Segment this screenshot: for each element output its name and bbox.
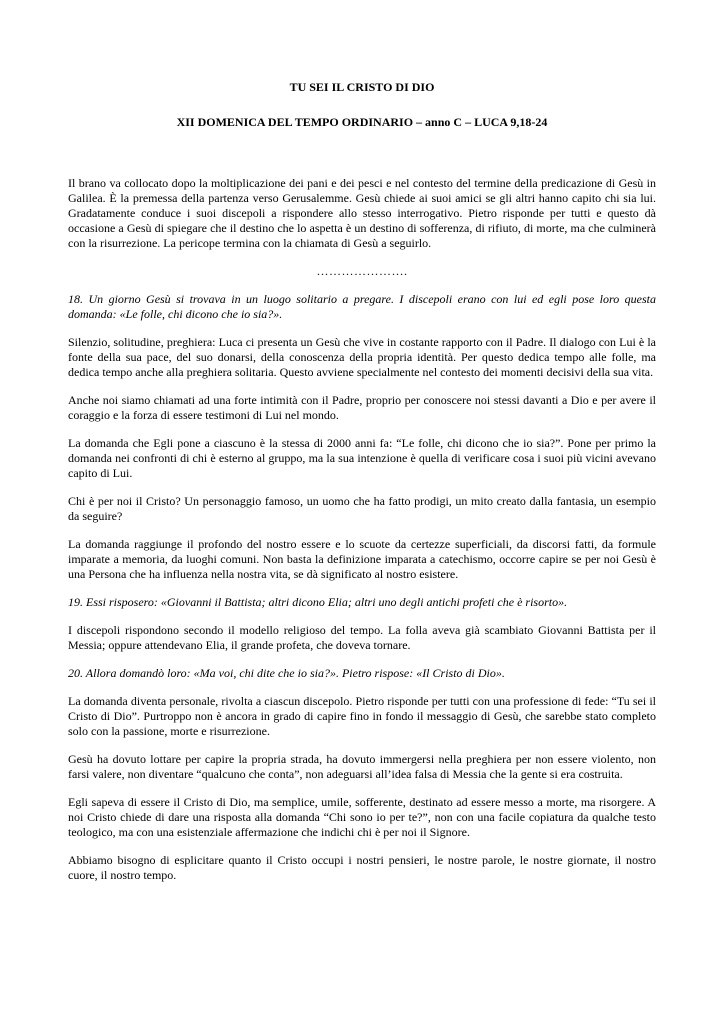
verse-20: 20. Allora domandò loro: «Ma voi, chi dite che io sia?». Pietro rispose: «Il Cristo di Dio». [68,666,505,680]
paragraph: Abbiamo bisogno di esplicitare quanto il Cristo occupi i nostri pensieri, le nostre parole, le nostre giornate, il nostro cuore, il nostro tempo. [68,853,656,882]
paragraph: Anche noi siamo chiamati ad una forte intimità con il Padre, proprio per conoscere noi stessi davanti a Dio e per avere il coraggio e la forza di essere testimoni di Lui nel mondo. [68,393,656,422]
verse-18: 18. Un giorno Gesù si trovava in un luogo solitario a pregare. I discepoli erano con lui ed egli pose loro questa domanda: «Le folle, chi dicono che io sia?». [68,292,656,321]
separator: …………………. [316,264,408,278]
paragraph: La domanda raggiunge il profondo del nostro essere e lo scuote da certezze superficiali, da discorsi fatti, da formule imparate a memoria, da luoghi comuni. Non basta la definizione imparata a catechismo, occorre capire se per noi Gesù è una Persona che ha influenza nella nostra vita, se dà significato al nostro esistere. [68,537,656,581]
paragraph: I discepoli rispondono secondo il modello religioso del tempo. La folla aveva già scambiato Giovanni Battista per il Messia; oppure attendevano Elia, il grande profeta, che doveva tornare. [68,623,656,652]
document-subtitle: XII DOMENICA DEL TEMPO ORDINARIO – anno C – LUCA 9,18-24 [176,115,548,129]
paragraph: Silenzio, solitudine, preghiera: Luca ci presenta un Gesù che vive in costante rapporto con il Padre. Il dialogo con Lui è la fonte della sua pace, del suo donarsi, della conoscenza della propria identità. Per questo dedica tempo alle folle, ma dedica tempo anche alla preghiera solitaria. Questo avviene specialmente nel contesto dei momenti decisivi della sua vita. [68,335,656,379]
paragraph-intro: Il brano va collocato dopo la moltiplicazione dei pani e dei pesci e nel contesto del termine della predicazione di Gesù in Galilea. È la premessa della partenza verso Gerusalemme. Gesù chiede ai suoi amici se gli altri hanno capito chi sia lui. Gradatamente conduce i suoi discepoli a rispondere allo stesso interrogativo. Pietro risponde per tutti e questo dà occasione a Gesù di spiegare che il destino che lo aspetta è un destino di sofferenza, di rifiuto, di morte, ma che culminerà con la risurrezione. La pericope termina con la chiamata di Gesù a seguirlo. [68,176,656,250]
verse-19: 19. Essi risposero: «Giovanni il Battista; altri dicono Elia; altri uno degli antichi profeti che è risorto». [68,595,568,609]
paragraph: Gesù ha dovuto lottare per capire la propria strada, ha dovuto immergersi nella preghiera per non essere violento, non farsi valere, non diventare “qualcuno che conta”, non adeguarsi all’idea falsa di Messia che la gente si era costruita. [68,752,656,781]
paragraph: Egli sapeva di essere il Cristo di Dio, ma semplice, umile, sofferente, destinato ad essere messo a morte, ma risorgere. A noi Cristo chiede di dare una risposta alla domanda “Chi sono io per te?”, non con una facile copiatura da qualche testo teologico, ma con una esistenziale affermazione che indichi chi è per noi il Signore. [68,795,656,839]
paragraph: Chi è per noi il Cristo? Un personaggio famoso, un uomo che ha fatto prodigi, un mito creato dalla fantasia, un esempio da seguire? [68,494,656,523]
document-title: TU SEI IL CRISTO DI DIO [289,80,435,94]
paragraph: La domanda diventa personale, rivolta a ciascun discepolo. Pietro risponde per tutti con una professione di fede: “Tu sei il Cristo di Dio”. Purtroppo non è ancora in grado di capire fino in fondo il messaggio di Gesù, che sarebbe stato completo solo con la passione, morte e risurrezione. [68,694,656,738]
paragraph: La domanda che Egli pone a ciascuno è la stessa di 2000 anni fa: “Le folle, chi dicono che io sia?”. Pone per primo la domanda nei confronti di chi è esterno al gruppo, ma la sua intenzione è quella di verificare cosa i suoi più vicini avevano capito di Lui. [68,436,656,480]
document-page [68,80,656,896]
